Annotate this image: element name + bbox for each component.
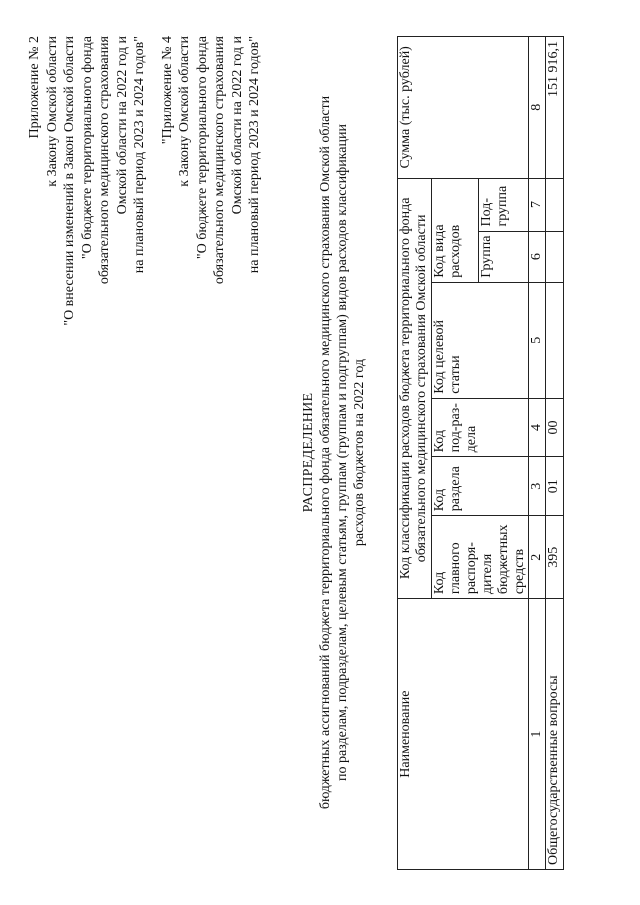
heading-line: бюджетных ассигнований бюджета территориального фонда обязательного медицинского страхования Омской области (318, 95, 333, 810)
document-title: РАСПРЕДЕЛЕНИЕ (301, 392, 316, 513)
budget-allocation-table (397, 36, 564, 870)
row-name: Общегосударственные вопросы (546, 599, 564, 870)
column-number: 7 (529, 178, 546, 231)
appendix-block (26, 36, 264, 326)
header-sum: Сумма (тыс. рублей) (398, 37, 529, 179)
header-section: Код раздела (432, 457, 529, 516)
header-name (398, 599, 529, 870)
column-number: 3 (529, 457, 546, 516)
appendix-line: Омской области на 2022 год и (114, 36, 130, 215)
appendix-line: Приложение № 2 (27, 36, 42, 139)
header-code-group: Код классификации расходов бюджета территориального фонда обязательного медицинского страхования Омской области (398, 178, 432, 599)
heading-line: по разделам, подразделам, целевым статьям, группам (группам и подгруппам) видов расходов классификации (335, 124, 350, 781)
row-section: 01 (546, 457, 564, 516)
header-name-label: Наименование (398, 690, 413, 778)
appendix-note-line: Омской области на 2022 год и (229, 36, 245, 215)
column-number: 1 (529, 599, 546, 870)
column-number-row (529, 37, 546, 870)
appendix-line: к Закону Омской области (44, 36, 60, 187)
appendix-2-lines (26, 36, 149, 326)
column-number: 6 (529, 231, 546, 282)
row-main-manager: 395 (546, 516, 564, 599)
header-subsection: Код под-раз-дела (432, 398, 529, 457)
table-row (546, 37, 564, 870)
appendix-4-lines (159, 36, 264, 326)
heading-line: расходов бюджетов на 2022 год (352, 358, 367, 547)
header-main-manager: Код главного распоря-дителя бюджетных средств (432, 516, 529, 599)
row-subgroup (546, 178, 564, 231)
appendix-note-line: "Приложение № 4 (159, 36, 175, 145)
column-number: 5 (529, 282, 546, 398)
appendix-line: "О внесении изменений в Закон Омской области (62, 36, 77, 326)
column-number: 4 (529, 398, 546, 457)
appendix-note-line: обязательного медицинского страхования (212, 36, 227, 285)
table-header-row (398, 37, 432, 870)
appendix-line: "О бюджете территориального фонда (79, 36, 95, 260)
row-subsection: 00 (546, 398, 564, 457)
appendix-note-line: на плановый период 2023 и 2024 годов" (247, 36, 262, 274)
row-sum: 151 916,1 (546, 37, 564, 179)
header-expense-type: Код вида расходов (432, 178, 479, 282)
appendix-line: обязательного медицинского страхования (97, 36, 112, 285)
row-group (546, 231, 564, 282)
row-target-article (546, 282, 564, 398)
column-number: 8 (529, 37, 546, 179)
document-heading (300, 0, 368, 905)
appendix-line: на плановый период 2023 и 2024 годов" (132, 36, 147, 274)
column-number: 2 (529, 516, 546, 599)
header-target-article: Код целевой статьи (432, 282, 529, 398)
appendix-note-line: к Закону Омской области (177, 36, 192, 187)
header-subgroup: Под-группа (479, 178, 529, 231)
appendix-note-line: "О бюджете территориального фонда (194, 36, 210, 260)
header-group: Группа (479, 231, 529, 282)
